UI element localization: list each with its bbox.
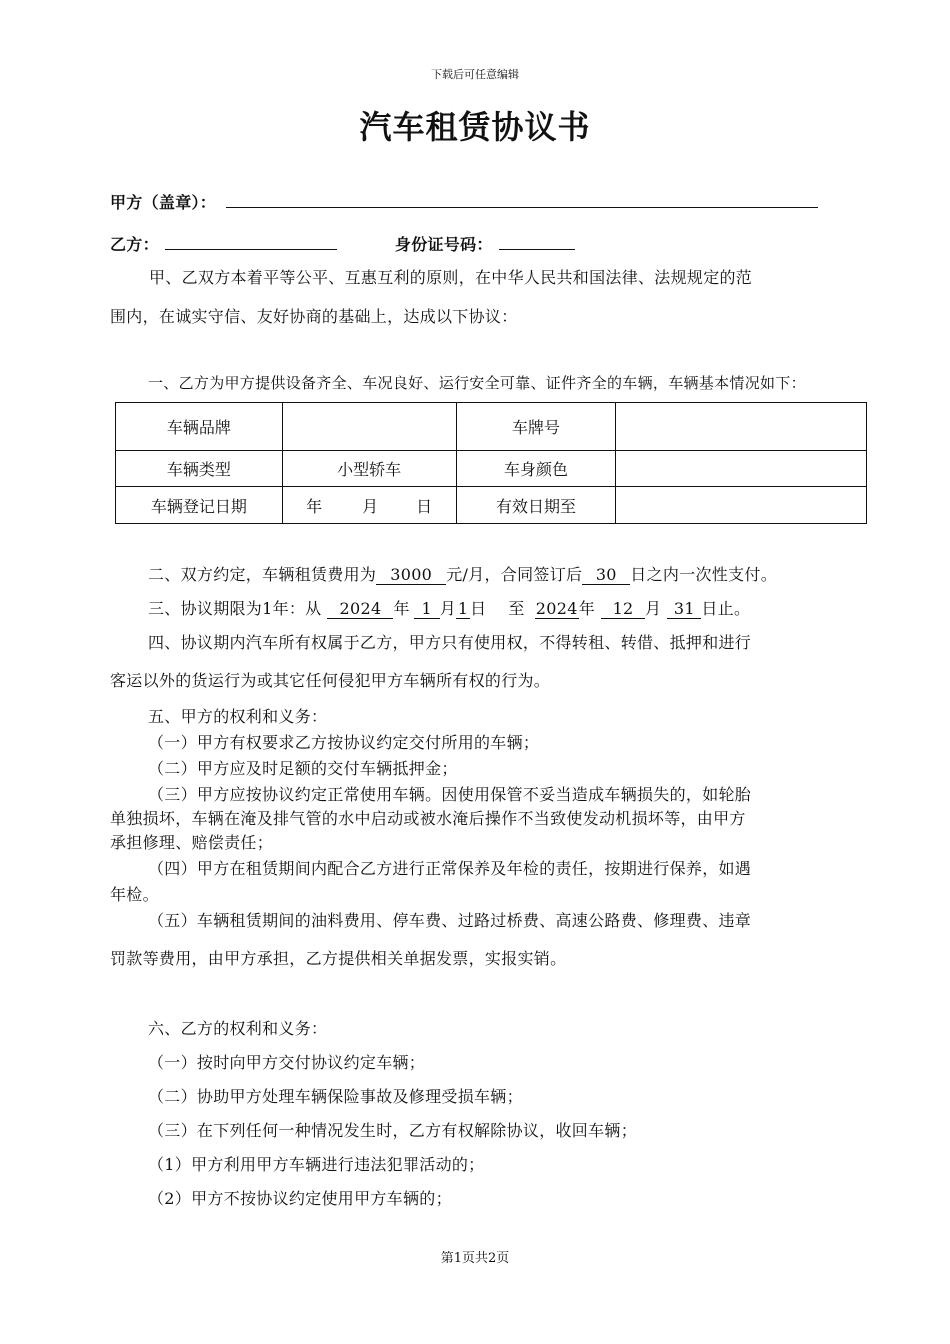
year-label-2: 年 [578,599,596,618]
page-footer: 第1页共2页 [440,1251,510,1266]
day-label: 日 [470,599,487,618]
cell-type-label: 车辆类型 [116,451,283,487]
cell-valid-label: 有效日期至 [456,487,616,524]
party-a-line [110,190,818,213]
cell-regdate-label: 车辆登记日期 [116,487,283,524]
clause-5-item-1: （一）甲方有权要求乙方按协议约定交付所用的车辆； [148,733,540,752]
clause-6-sub-2: （2）甲方不按协议约定使用甲方车辆的； [148,1189,452,1208]
party-b-blank [165,233,337,250]
cell-brand-value [282,403,456,451]
party-a-label: 甲方（盖章）： [110,193,217,212]
clause-3 [148,596,750,619]
table-row [116,451,867,487]
cell-color-label: 车身颜色 [456,451,616,487]
month-label: 月 [439,599,457,618]
table-row [116,487,867,524]
year-label: 年 [393,599,410,618]
clause-2-pre: 二、双方约定，车辆租赁费用为 [148,565,377,584]
regdate-day-label: 日 [416,496,433,516]
clause-5-item-4-line-2: 年检。 [110,885,159,904]
header-note: 下载后可任意编辑 [431,68,519,81]
document-title: 汽车租赁协议书 [359,108,591,146]
to-label: 至 [508,599,525,618]
start-month: 1 [414,600,440,619]
clause-5-item-4-line-1: （四）甲方在租赁期间内配合乙方进行正常保养及年检的责任，按期进行保养，如遇 [148,859,752,878]
clause-5-item-5-line-1: （五）车辆租赁期间的油料费用、停车费、过路过桥费、高速公路费、修理费、违章 [148,911,752,930]
clause-6-item-2: （二）协助甲方处理车辆保险事故及修理受损车辆； [148,1087,523,1106]
clause-5-item-3-line-3: 承担修理、赔偿责任； [110,833,274,852]
clause-4-line-1: 四、协议期内汽车所有权属于乙方，甲方只有使用权，不得转租、转借、抵押和进行 [148,633,752,652]
cell-valid-value [616,487,867,524]
intro-line-2: 围内，在诚实守信、友好协商的基础上，达成以下协议： [110,307,518,326]
payment-days: 30 [582,566,630,585]
cell-brand-label: 车辆品牌 [116,403,283,451]
clause-2 [148,562,777,585]
end-year: 2024 [535,599,578,618]
clause-2-post: 日之内一次性支付。 [630,565,777,584]
vehicle-info-table [115,402,867,524]
table-row [116,403,867,451]
start-year: 2024 [327,600,393,619]
clause-5-item-2: （二）甲方应及时足额的交付车辆抵押金； [148,759,458,778]
clause-1: 一、乙方为甲方提供设备齐全、车况良好、运行安全可靠、证件齐全的车辆，车辆基本情况如下： [148,374,806,392]
clause-5-item-5-line-2: 罚款等费用，由甲方承担，乙方提供相关单据发票，实报实销。 [110,949,567,968]
cell-regdate-value [282,487,456,524]
party-b-label: 乙方： [110,235,159,254]
clause-4-line-2: 客运以外的货运行为或其它任何侵犯甲方车辆所有权的行为。 [110,671,551,690]
rent-amount: 3000 [376,566,446,585]
party-b-line [110,232,575,255]
clause-3-pre: 三、协议期限为1年：从 [148,599,322,618]
clause-3-post: 日止。 [701,599,751,618]
month-label-2: 月 [645,599,662,618]
clause-5-item-3-line-1: （三）甲方应按协议约定正常使用车辆。因使用保管不妥当造成车辆损失的，如轮胎 [148,785,752,804]
clause-6-item-3: （三）在下列任何一种情况发生时，乙方有权解除协议，收回车辆； [148,1121,638,1140]
id-number-blank [499,233,575,250]
clause-5-item-3-line-2: 单独损坏，车辆在淹及排气管的水中启动或被水淹后操作不当致使发动机损坏等，由甲方 [110,809,746,828]
clause-2-mid: 元/月，合同签订后 [446,565,583,584]
id-number-label: 身份证号码： [394,235,493,254]
end-month: 12 [601,600,645,619]
start-day: 1 [457,599,469,618]
clause-6-heading: 六、乙方的权利和义务： [148,1019,328,1038]
clause-6-sub-1: （1）甲方利用甲方车辆进行违法犯罪活动的； [148,1155,485,1174]
party-a-blank [226,191,818,208]
cell-type-value: 小型轿车 [282,451,456,487]
clause-6-item-1: （一）按时向甲方交付协议约定车辆； [148,1053,426,1072]
clause-5-heading: 五、甲方的权利和义务： [148,707,328,726]
cell-color-value [616,451,867,487]
end-day: 31 [667,600,701,619]
cell-plate-label: 车牌号 [456,403,616,451]
regdate-year-label: 年 [306,496,323,516]
intro-line-1: 甲、乙双方本着平等公平、互惠互利的原则，在中华人民共和国法律、法规规定的范 [149,268,753,287]
regdate-month-label: 月 [362,496,379,516]
cell-plate-value [616,403,867,451]
